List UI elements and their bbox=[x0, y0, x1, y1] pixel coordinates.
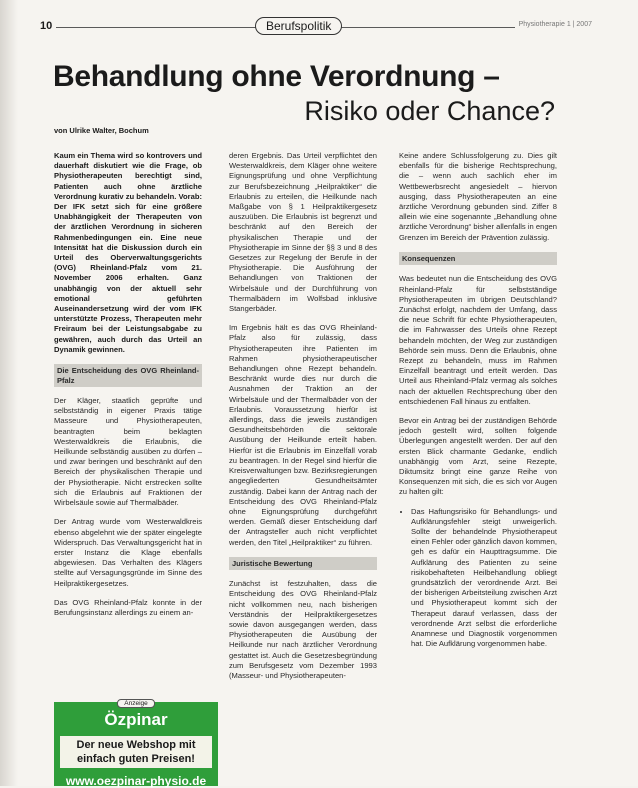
column-3 bbox=[399, 151, 557, 649]
article-title-line1: Behandlung ohne Verordnung – bbox=[53, 60, 500, 93]
paragraph: Was bedeutet nun die Entscheidung des OVG Rheinland-Pfalz für selbstständige Physiotherapeuten im übrigen Deutschland? Zunächst erfolgt, nachdem der Umfang, dass die neue Schrift für echte Physiotherapeuten, die im Fahrwasser des Urteils ohne Rezept behandeln möchten, der Weg zur zuständigen Behörde sein muss. Denn die Erlaubnis, ohne Rezept zu behandeln, muss im Rahmen Einzelfall beantragt und erteilt werden. Das Urteil aus Rheinland-Pfalz vermag als solches nach der aktuellen Rechtsprechung über den entschiedenen Fall hinaus zu entfalten. bbox=[399, 274, 557, 406]
article-author: von Ulrike Walter, Bochum bbox=[54, 126, 149, 135]
ad-slogan-line1: Der neue Webshop mit bbox=[76, 739, 196, 751]
subheading-legal: Juristische Bewertung bbox=[229, 557, 377, 571]
paragraph: Keine andere Schlussfolgerung zu. Dies gilt ebenfalls für die bisherige Rechtsprechung, die – wenn auch sachlich eher im Wettbewerbsrecht angesiedelt – hiervon ausging, dass Physiotherapeuten an eine ärztliche Verordnung gebunden sind. Ziffer 8 allein wie eine sogenannte „Behandlung ohne ärztliche Verordnung“ bisher allenfalls in engen Grenzen im Bereich der Prävention zulässig. bbox=[399, 151, 557, 242]
ad-slogan-line2: einfach guten Preisen! bbox=[77, 753, 195, 765]
ad-url[interactable]: www.oezpinar-physio.de bbox=[65, 774, 207, 788]
ad-label bbox=[54, 692, 218, 707]
article-title-line2: Risiko oder Chance? bbox=[304, 96, 555, 126]
issue-info: Physiotherapie 1 | 2007 bbox=[515, 21, 592, 28]
page-fold-shadow bbox=[0, 0, 18, 786]
paragraph: Im Ergebnis hält es das OVG Rheinland-Pfalz also für zulässig, dass Physiotherapeuten ihre Patienten im Rahmen physiotherapeutischer Behandlungen ohne Rezept behandeln. Beschränkt wurde dies nur durch die Ausnahmen der Traktion an der Wirbelsäule und der Thermalbäder von der Erlaubnis. Voraussetzung hierfür ist allerdings, dass die jeweils zuständigen Gesundheitsbehörden die sektorale Ausübung der Heilkunde erteilt haben. Hierfür ist die Erlaubnis im Einzelfall vorab zu beantragen. In der Regel sind hierfür die Kreisverwaltungen bzw. Bezirksregierungen angegliederten Gesundheitsämter zuständig. Dabei kann der Antrag nach der Entscheidung des OVG Rheinland-Pfalz ohne Eignungsprüfung durchgeführt werden. Gemäß dieser Entscheidung darf der Antragsteller auch nicht verpflichtet werden, den Titel „Heilpraktiker“ zu führen. bbox=[229, 323, 377, 547]
subheading-decision: Die Entscheidung des OVG Rheinland-Pfalz bbox=[54, 364, 202, 387]
paragraph: Zunächst ist festzuhalten, dass die Entscheidung des OVG Rheinland-Pfalz nicht vollkommen neu, nach bisherigen Verständnis der Heilpraktikergesetzes sowie davon ausgegangen werden, dass Physiotherapeuten die Ausübung der Heilkunde nur nach ärztlicher Verordnung gestattet ist. Auch die Gesetzesbegründung zum Berufsgesetz vom Dezember 1993 (Masseur- und Physiotherapeuten- bbox=[229, 579, 377, 681]
column-1 bbox=[54, 151, 202, 627]
paragraph: Bevor ein Antrag bei der zuständigen Behörde jedoch gestellt wird, sollten folgende Überlegungen angestellt werden. Der auf den ersten Blick charmante Gedanke, endlich unabhängig vom Arzt, seine Rezepte, Diktumsitz bringt eine ganze Reihe von Konsequenzen mit sich, die es sich vor Augen zu halten gilt: bbox=[399, 415, 557, 497]
paragraph: Der Kläger, staatlich geprüfte und selbstständig in eigener Praxis tätige Masseure und Physiotherapeuten, beantragten beim beklagten Westerwaldkreis die Erlaubnis, die Heilkunde selbständig ausüben zu dürfen – und zwar beringen und beschränkt auf den Bereich der physikalischen Therapie und der Physiotherapie. Nicht erstrecken sollte sich die Erlaubnis auf Fraktionen der Wirbelsäule sowie auf Thermalbäder. bbox=[54, 396, 202, 508]
lead-paragraph: Kaum ein Thema wird so kontrovers und dauerhaft diskutiert wie die Frage, ob Physiotherapeuten berechtigt sind, Patienten auch ohne ärztliche Verordnung kurativ zu behandeln. Vorab: Der IFK setzt sich für eine größere Unabhängigkeit der Therapeuten von der ärztlichen Verordnung in sicheren Rahmenbedingungen ein. Eine neue Intensität hat die Diskussion durch ein Urteil des Oberverwaltungsgerichts (OVG) Rheinland-Pfalz vom 21. November 2006 erhalten. Ganz unabhängig von der aktuell sehr emotional geführten Auseinandersetzung wird der vom IFK unterstützte Prozess, Therapeuten mehr Freiraum bei der Leistungsabgabe zu gewähren, auch durch das Urteil an Dynamik gewinnen. bbox=[54, 151, 202, 354]
ad-brand: Özpinar bbox=[104, 710, 168, 729]
column-2 bbox=[229, 151, 377, 690]
page-header bbox=[40, 20, 592, 36]
paragraph: Das OVG Rheinland-Pfalz konnte in der Berufungsinstanz allerdings zu einem an- bbox=[54, 597, 202, 617]
subheading-consequences: Konsequenzen bbox=[399, 252, 557, 266]
bullet-item: • Das Haftungsrisiko für Behandlungs- und Aufklärungsfehler steigt unweigerlich. Sollte der behandelnde Physiotherapeut einen Fehler oder gänzlich davon kommen, geh es dafür ein Haupttragsumme. Die Aufklärung des Patienten zu seine risikobehafteten Heilbehandlung obliegt grundsätzlich der verordnende Arzt. Bei der bisherigen Arbeitsteilung zwischen Arzt und Physiotherapeut kommt sich der Therapeut darauf verlassen, dass der verordnende Arzt selbst die erforderliche Anamnese und Diagnostik vorgenommen hat. Die Aufklärung vorgenommen habe. bbox=[411, 507, 557, 650]
bullet-list bbox=[399, 507, 557, 650]
ad-slogan bbox=[60, 736, 212, 768]
paragraph: deren Ergebnis. Das Urteil verpflichtet den Westerwaldkreis, dem Kläger ohne weitere Eignungsprüfung und ohne Verpflichtung zur Berufsbezeichnung „Heilpraktiker“ die Erlaubnis zu erteilen, die Heilkunde nach Maßgabe von § 1 Heilpraktikergesetz auszuüben. Die Erlaubnis ist begrenzt und beschränkt auf den Bereich der physikalischen Therapie und der Physiotherapie im Sinne der §§ 3 und 8 des Gesetzes zur Regelung der Berufe in der Physiotherapie. Die Ausführung der Behandlungen von Traktionen der Wirbelsäule und der Durchführung von Thermalbädern im Wolfsbad inklusive Stangerbäder. bbox=[229, 151, 377, 314]
page-number: 10 bbox=[40, 20, 56, 32]
section-label: Berufspolitik bbox=[255, 17, 342, 35]
paragraph: Der Antrag wurde vom Westerwaldkreis ebenso abgelehnt wie der später eingelegte Widerspruch. Das Verwaltungsgericht hat in erster Instanz die Klage ebenfalls abgewiesen. Das Verhalten des Klägers stellte auf Versagungsgründe im Sinne des Heilpraktikergesetzes. bbox=[54, 517, 202, 588]
ad-label-text: Anzeige bbox=[117, 699, 155, 708]
